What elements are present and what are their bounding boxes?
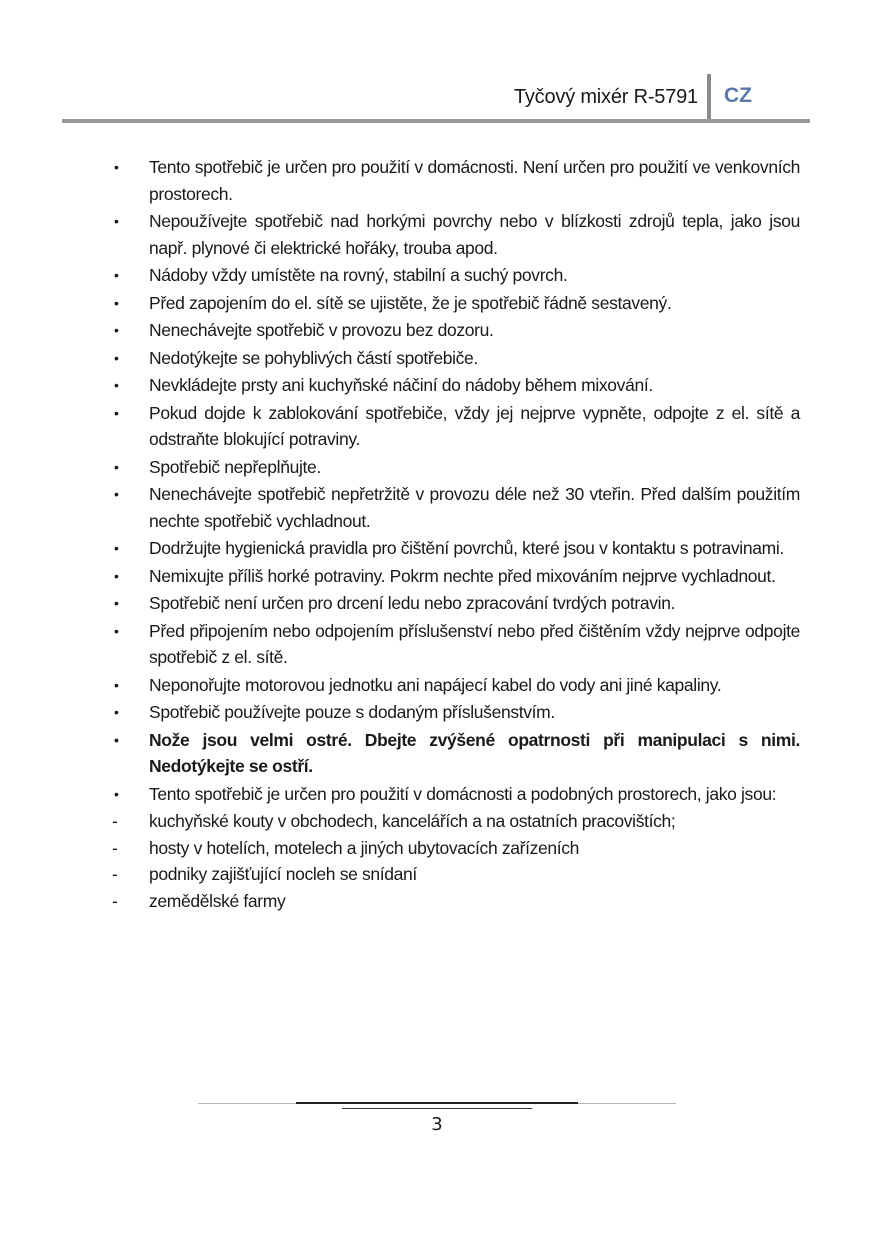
bullet-icon: •	[114, 622, 119, 639]
bullet-icon: •	[114, 377, 119, 393]
list-item: • Spotřebič používejte pouze s dodaným příslušenstvím.	[108, 699, 800, 726]
list-item: • Před zapojením do el. sítě se ujistěte, že je spotřebič řádně sestavený.	[108, 290, 800, 317]
page-number: 3	[431, 1114, 443, 1135]
list-item: • Nemixujte příliš horké potraviny. Pokrm nechte před mixováním nejprve vychladnout.	[108, 563, 800, 590]
header-title: Tyčový mixér R-5791	[513, 86, 698, 108]
bullet-icon: •	[114, 322, 119, 338]
bullet-icon: •	[114, 731, 119, 748]
bullet-icon: •	[114, 349, 119, 366]
bullet-icon: •	[114, 486, 119, 502]
list-item: • Tento spotřebič je určen pro použití v domácnosti. Není určen pro použití ve venkovních prostorech.	[108, 154, 800, 207]
sub-list-item: - podniky zajišťující nocleh se snídaní	[108, 861, 800, 888]
dash-icon: -	[112, 837, 118, 858]
bullet-icon: •	[114, 404, 119, 421]
list-item: • Dodržujte hygienická pravidla pro čištění povrchů, které jsou v kontaktu s potravinami.	[108, 535, 800, 562]
list-item: • Před připojením nebo odpojením příslušenství nebo před čištěním vždy nejprve odpojte spotřebič z el. sítě.	[108, 618, 800, 671]
list-item: • Pokud dojde k zablokování spotřebiče, vždy jej nejprve vypněte, odpojte z el. sítě a odstraňte blokující potraviny.	[108, 400, 800, 453]
sub-list-item: - hosty v hotelích, motelech a jiných ubytovacích zařízeních	[108, 835, 800, 862]
bullet-icon: •	[114, 704, 119, 720]
bullet-icon: •	[114, 294, 119, 311]
bullet-icon: •	[114, 213, 119, 229]
footer-rule-dark	[296, 1102, 578, 1104]
bullet-icon: •	[114, 785, 119, 802]
dash-icon: -	[112, 811, 118, 831]
sub-list-item: - zemědělské farmy	[108, 888, 800, 915]
list-item: • Nádoby vždy umístěte na rovný, stabilní a suchý povrch.	[108, 262, 800, 289]
list-item: • Tento spotřebič je určen pro použití v domácnosti a podobných prostorech, jako jsou:	[108, 781, 800, 808]
list-item: • Neponořujte motorovou jednotku ani napájecí kabel do vody ani jiné kapaliny.	[108, 672, 800, 699]
bullet-icon: •	[114, 567, 119, 584]
page-header	[62, 72, 810, 124]
list-item: • Nedotýkejte se pohyblivých částí spotřebiče.	[108, 345, 800, 372]
bullet-icon: •	[114, 159, 119, 175]
bullet-icon: •	[114, 458, 119, 475]
list-item: • Nenechávejte spotřebič nepřetržitě v provozu déle než 30 vteřin. Před dalším použitím nechte spotřebič vychladnout.	[108, 481, 800, 534]
bullet-icon: •	[114, 540, 119, 556]
safety-instructions	[108, 154, 800, 914]
dash-icon: -	[112, 864, 118, 884]
header-rule	[62, 119, 810, 123]
list-item: • Nevkládejte prsty ani kuchyňské náčiní do nádoby během mixování.	[108, 372, 800, 399]
header-divider	[707, 74, 711, 120]
footer-rule-short	[342, 1108, 532, 1109]
list-item: • Spotřebič nepřeplňujte.	[108, 454, 800, 481]
list-item: • Spotřebič není určen pro drcení ledu nebo zpracování tvrdých potravin.	[108, 590, 800, 617]
bullet-icon: •	[114, 267, 119, 283]
bullet-icon: •	[114, 595, 119, 611]
list-item-warning: • Nože jsou velmi ostré. Dbejte zvýšené opatrnosti při manipulaci s nimi. Nedotýkejte se ostří.	[108, 727, 800, 780]
language-label: CZ	[724, 84, 752, 107]
list-item: • Nenechávejte spotřebič v provozu bez dozoru.	[108, 317, 800, 344]
dash-icon: -	[112, 890, 118, 911]
sub-list-item: - kuchyňské kouty v obchodech, kancelářích a na ostatních pracovištích;	[108, 808, 800, 835]
bullet-icon: •	[114, 676, 119, 693]
list-item: • Nepoužívejte spotřebič nad horkými povrchy nebo v blízkosti zdrojů tepla, jako jsou např. plynové či elektrické hořáky, trouba apod.	[108, 208, 800, 261]
